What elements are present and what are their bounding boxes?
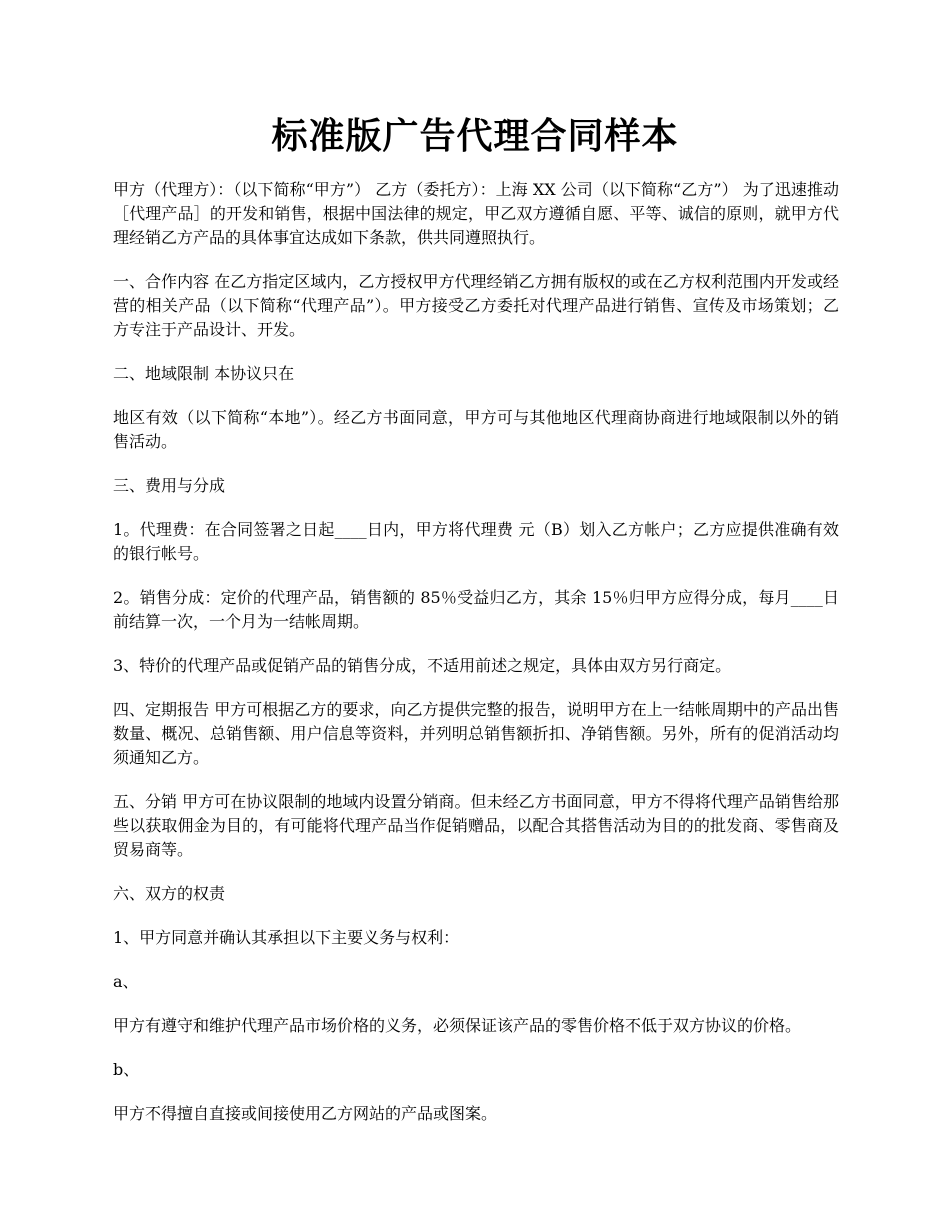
section-distribution: 五、分销 甲方可在协议限制的地域内设置分销商。但未经乙方书面同意，甲方不得将代理产品销售给那些以获取佣金为目的，有可能将代理产品当作促销赠品，以配合其搭售活动为目的的批发商、零售商及贸易商等。 bbox=[113, 792, 839, 859]
document-body bbox=[113, 178, 839, 1146]
section-cooperation: 一、合作内容 在乙方指定区域内，乙方授权甲方代理经销乙方拥有版权的或在乙方权利范围内开发或经营的相关产品（以下简称“代理产品”）。甲方接受乙方委托对代理产品进行销售、宣传及市场策划；乙方专注于产品设计、开发。 bbox=[113, 272, 839, 339]
fees-item-1: 1。代理费：在合同签署之日起____日内，甲方将代理费 元（B）划入乙方帐户；乙方应提供准确有效的银行帐号。 bbox=[113, 520, 839, 563]
section-fees-heading: 三、费用与分成 bbox=[113, 476, 226, 495]
fees-item-3: 3、特价的代理产品或促销产品的销售分成，不适用前述之规定，具体由双方另行商定。 bbox=[113, 656, 732, 675]
rights-sub-b-label: b、 bbox=[113, 1060, 140, 1079]
intro-paragraph: 甲方（代理方）：（以下简称“甲方”） 乙方（委托方）：上海 XX 公司（以下简称“乙方”） 为了迅速推动［代理产品］的开发和销售，根据中国法律的规定，甲乙双方遵循自愿、平等、诚信的原则，就甲方代理经销乙方产品的具体事宜达成如下条款，供共同遵照执行。 bbox=[113, 180, 839, 247]
rights-item-1: 1、甲方同意并确认其承担以下主要义务与权利： bbox=[113, 928, 460, 947]
section-region-body: 地区有效（以下简称“本地”）。经乙方书面同意，甲方可与其他地区代理商协商进行地域限制以外的销售活动。 bbox=[113, 408, 839, 451]
rights-sub-a-label: a、 bbox=[113, 972, 139, 991]
fees-item-2: 2。销售分成：定价的代理产品，销售额的 85％受益归乙方，其余 15％归甲方应得分成，每月____日前结算一次，一个月为一结帐周期。 bbox=[113, 588, 839, 631]
rights-sub-b-text: 甲方不得擅自直接或间接使用乙方网站的产品或图案。 bbox=[113, 1104, 498, 1123]
rights-sub-a-text: 甲方有遵守和维护代理产品市场价格的义务，必须保证该产品的零售价格不低于双方协议的价格。 bbox=[113, 1016, 802, 1035]
section-reporting: 四、定期报告 甲方可根据乙方的要求，向乙方提供完整的报告，说明甲方在上一结帐周期中的产品出售数量、概况、总销售额、用户信息等资料，并列明总销售额折扣、净销售额。另外，所有的促消活动均须通知乙方。 bbox=[113, 700, 839, 767]
section-region-heading: 二、地域限制 本协议只在 bbox=[113, 364, 295, 383]
section-rights-heading: 六、双方的权责 bbox=[113, 884, 226, 903]
document-title: 标准版广告代理合同样本 bbox=[271, 115, 679, 157]
